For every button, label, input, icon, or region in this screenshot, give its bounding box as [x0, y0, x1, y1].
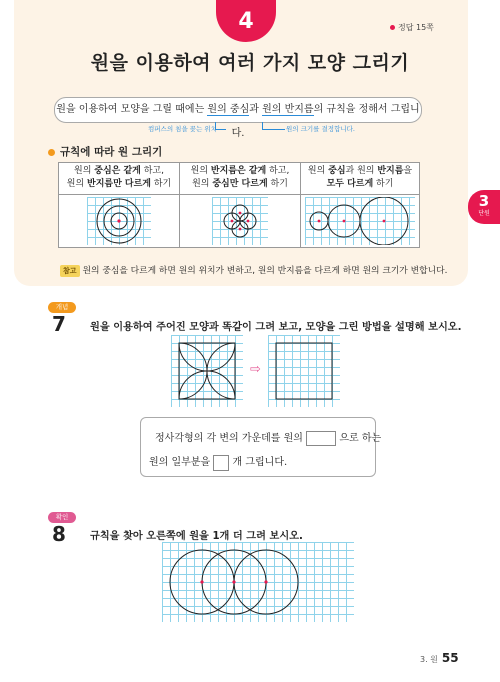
page-number: 55	[441, 651, 459, 665]
bullet-icon	[390, 25, 395, 30]
rule-table-header: 원의 중심과 원의 반지름을 모두 다르게 하기	[301, 163, 419, 195]
footer-section: 3. 원	[420, 655, 438, 664]
answer-blank-1[interactable]	[306, 431, 336, 446]
question-number: 8	[52, 522, 66, 546]
explanation-line-1: 정사각형의 각 변의 가운데를 원의 으로 하는	[155, 433, 382, 444]
four-circles-figure	[212, 197, 268, 245]
arrow-right-icon: ⇨	[250, 362, 261, 377]
rule-term-center: 원의 중심	[207, 104, 250, 115]
unit-number: 3	[478, 192, 490, 210]
rule-table-header: 원의 중심은 같게 하고, 원의 반지름만 다르게 하기	[59, 163, 179, 195]
reference-note	[60, 263, 447, 277]
question-badge-concept: 개념	[48, 302, 76, 313]
reference-note-text: 원의 중심을 다르게 하면 원의 위치가 변하고, 원의 반지름을 다르게 하면 원의 크기가 변합니다.	[82, 266, 448, 276]
growing-circles-figure	[305, 197, 415, 245]
page-footer	[420, 651, 459, 665]
rule-text-mid: 과	[249, 104, 263, 115]
rule-text-pre: 원을 이용하여 모양을 그릴 때에는	[56, 104, 208, 115]
question-badge-check: 확인	[48, 512, 76, 523]
given-flower-figure	[171, 335, 243, 407]
rule-table-figure	[301, 195, 419, 247]
section-heading	[48, 144, 162, 159]
rule-table-column	[301, 163, 419, 247]
answer-reference-text: 정답 15쪽	[398, 23, 434, 32]
rule-table-figure	[59, 195, 179, 247]
section-heading-text: 규칙에 따라 원 그리기	[60, 146, 163, 158]
drawing-square	[268, 335, 340, 407]
rule-table-column	[59, 163, 180, 247]
rule-table-header: 원의 반지름은 같게 하고, 원의 중심만 다르게 하기	[180, 163, 300, 195]
unit-label: 단원	[478, 210, 490, 217]
rule-table-column	[180, 163, 301, 247]
rule-table	[58, 162, 420, 248]
explanation-box	[140, 417, 382, 477]
page-title: 원을 이용하여 여러 가지 모양 그리기	[90, 52, 410, 74]
question-text: 원을 이용하여 주어진 모양과 똑같이 그려 보고, 모양을 그린 방법을 설명해 보시오.	[90, 322, 462, 333]
concentric-circles-figure	[87, 197, 151, 245]
question-text: 규칙을 찾아 오른쪽에 원을 1개 더 그려 보시오.	[90, 531, 303, 542]
question-number: 7	[52, 312, 66, 336]
rule-term-radius: 원의 반지름	[262, 104, 314, 115]
reference-tag: 참고	[60, 265, 80, 277]
orange-bullet-icon	[48, 149, 55, 156]
unit-tab	[468, 190, 500, 224]
rule-table-figure	[180, 195, 300, 247]
overlapping-circles-figure	[162, 542, 354, 622]
rule-text-post: 의 규칙을 정해서 그립니다.	[231, 104, 420, 139]
note-center: 컴퍼스의 침을 꽂는 위치	[148, 125, 217, 133]
answer-reference	[390, 22, 434, 33]
note-radius: 원의 크기를 결정합니다.	[286, 125, 355, 133]
note-pointer-radius	[262, 122, 285, 130]
lesson-number-tab: 4	[216, 0, 276, 42]
explanation-line-2: 원의 일부분을 개 그립니다.	[149, 453, 287, 471]
answer-blank-2[interactable]	[213, 455, 229, 471]
